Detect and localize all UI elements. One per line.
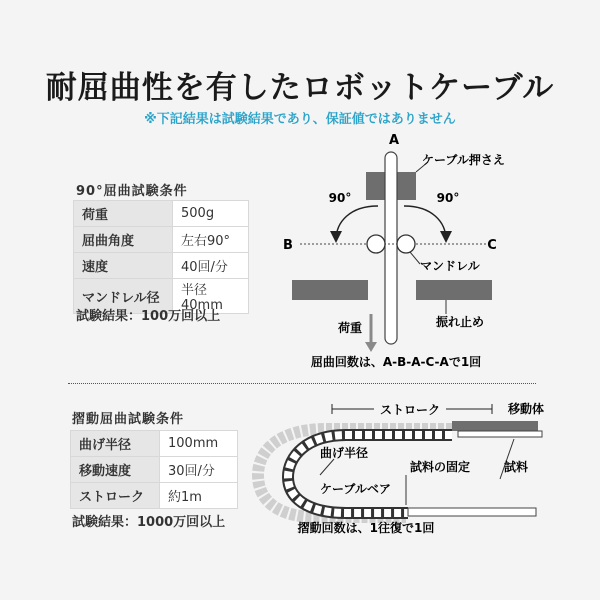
page-title: 耐屈曲性を有したロボットケーブル [45,70,555,106]
spec-key: マンドレル径 [74,279,173,314]
spec-key: 屈曲角度 [74,227,173,253]
table-row [71,431,238,457]
mandrel-right [397,235,415,253]
table-row [74,201,249,227]
disclaimer-note: ※下記結果は試験結果であり、保証値ではありません [144,112,456,127]
table-row [74,227,249,253]
swing-right-arrow [404,206,446,240]
slide-test-table [70,430,238,509]
lower-cable [408,508,536,516]
table-row [71,457,238,483]
spec-value: 40回/分 [173,253,249,279]
spec-key: 曲げ半径 [71,431,160,457]
stroke-label: ストローク [379,403,441,417]
slide-test-heading: 摺動屈曲試験条件 [72,412,185,427]
upper-cable [458,431,542,437]
cable [385,152,397,344]
angle-left-label: 90° [328,191,352,205]
bend-count-note: 屈曲回数は、A-B-A-C-Aで1回 [310,355,482,369]
sample-fixing-label: 試料の固定 [410,460,471,474]
slide-test-result: 試験結果：1000万回以上 [72,515,226,530]
point-a-label: A [388,133,400,148]
section-divider [68,383,536,384]
swing-stop-label: 振れ止め [436,315,485,329]
load-arrow-head [365,342,377,352]
swing-stop-right [416,280,492,300]
load-label: 荷重 [337,321,362,335]
bend-test-table [73,200,249,314]
cable-bear-label: ケーブルベア [320,482,391,496]
bend-test-diagram [270,128,520,373]
spec-key: 速度 [74,253,173,279]
cable-clamp-label: ケーブル押さえ [422,153,505,167]
mandrel-label: マンドレル [420,259,480,273]
mandrel-left [367,235,385,253]
spec-value: 左右90° [173,227,249,253]
bend-test-heading: 90°屈曲試験条件 [76,184,188,199]
swing-left-arrow [336,206,378,240]
spec-value: 半径40mm [173,279,249,314]
spec-key: 移動速度 [71,457,160,483]
bend-radius-label: 曲げ半径 [320,446,369,460]
spec-value: 500g [173,201,249,227]
spec-value: 約1m [160,483,238,509]
table-row [71,483,238,509]
slide-test-diagram [236,395,566,540]
point-b-label: B [283,238,293,253]
spec-value: 100mm [160,431,238,457]
spec-key: ストローク [71,483,160,509]
point-c-label: C [487,238,497,253]
swing-stop-left [292,280,368,300]
spec-value: 30回/分 [160,457,238,483]
slide-count-note: 摺動回数は、1往復で1回 [297,521,435,535]
moving-body-label: 移動体 [507,402,545,416]
bend-test-result: 試験結果：100万回以上 [76,309,221,324]
mandrel-leader-line [410,252,420,264]
cable-carrier-outline [288,435,452,513]
spec-key: 荷重 [74,201,173,227]
moving-body-block [452,421,538,431]
sample-label: 試料 [504,460,529,474]
angle-right-label: 90° [436,191,460,205]
table-row [74,253,249,279]
bend-radius-leader [320,459,334,475]
